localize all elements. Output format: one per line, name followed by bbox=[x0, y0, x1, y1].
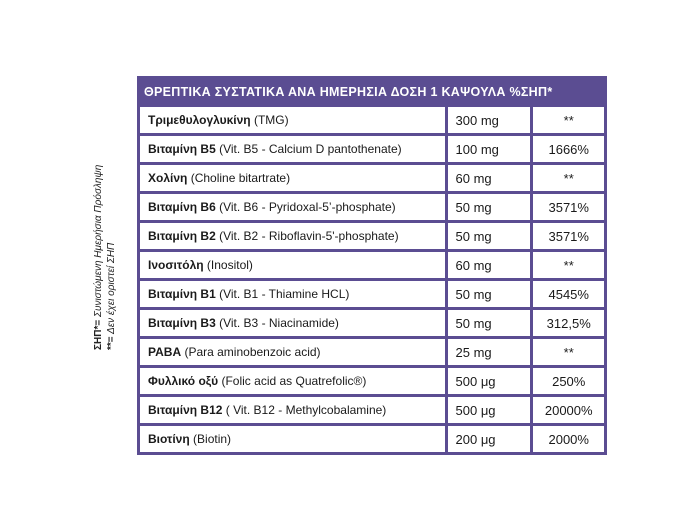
rda-percent-cell: 20000% bbox=[533, 397, 604, 423]
amount-cell: 60 mg bbox=[448, 165, 531, 191]
ingredient-cell bbox=[140, 194, 445, 220]
ingredient-detail: (Vit. B5 - Calcium D pantothenate) bbox=[215, 142, 402, 156]
ingredient-name: Φυλλικό οξύ bbox=[148, 374, 219, 388]
rda-percent-cell: 3571% bbox=[533, 223, 604, 249]
amount-cell: 300 mg bbox=[448, 107, 531, 133]
amount-cell: 60 mg bbox=[448, 252, 531, 278]
ingredient-name: Βιταμίνη Β2 bbox=[148, 229, 216, 243]
ingredient-cell bbox=[140, 223, 445, 249]
ingredient-detail: (TMG) bbox=[250, 113, 289, 127]
nutrition-table-panel bbox=[137, 76, 607, 455]
ingredient-cell bbox=[140, 107, 445, 133]
ingredient-cell bbox=[140, 426, 445, 452]
rda-percent-cell: 2000% bbox=[533, 426, 604, 452]
ingredient-detail: (Para aminobenzoic acid) bbox=[181, 345, 321, 359]
ingredient-cell bbox=[140, 165, 445, 191]
ingredient-detail: (Folic acid as Quatrefolic®) bbox=[218, 374, 367, 388]
ingredient-detail: (Vit. B6 - Pyridoxal-5’-phosphate) bbox=[215, 200, 396, 214]
ingredient-cell bbox=[140, 368, 445, 394]
rda-percent-cell: ** bbox=[533, 252, 604, 278]
rda-footnote bbox=[92, 150, 132, 350]
ingredient-name: Βιταμίνη Β1 bbox=[148, 287, 216, 301]
rda-percent-cell: ** bbox=[533, 165, 604, 191]
ingredient-cell bbox=[140, 252, 445, 278]
ingredient-detail: (Choline bitartrate) bbox=[187, 171, 291, 185]
table-row bbox=[140, 368, 604, 394]
ingredient-detail: (Inositol) bbox=[203, 258, 253, 272]
ingredient-detail: ( Vit. B12 - Methylcobalamine) bbox=[222, 403, 387, 417]
footnote-line-1: ΣΗΠ*= Συνιστώμενη Ημερήσια Πρόσληψη bbox=[93, 164, 104, 350]
rda-percent-cell: 250% bbox=[533, 368, 604, 394]
ingredient-detail: (Biotin) bbox=[189, 432, 232, 446]
rda-percent-cell: 1666% bbox=[533, 136, 604, 162]
table-row bbox=[140, 310, 604, 336]
rda-percent-cell: ** bbox=[533, 339, 604, 365]
table-header: ΘΡΕΠΤΙΚΑ ΣΥΣΤΑΤΙΚΑ ΑΝΑ ΗΜΕΡΗΣΙΑ ΔΟΣΗ 1 ΚΑΨΟΥΛΑ %ΣΗΠ* bbox=[144, 85, 553, 99]
table-row bbox=[140, 107, 604, 133]
ingredient-cell bbox=[140, 397, 445, 423]
ingredient-detail: (Vit. B1 - Thiamine HCL) bbox=[215, 287, 350, 301]
ingredient-cell bbox=[140, 281, 445, 307]
rda-percent-cell: 4545% bbox=[533, 281, 604, 307]
ingredient-name: Τριμεθυλογλυκίνη bbox=[148, 113, 251, 127]
amount-cell: 50 mg bbox=[448, 223, 531, 249]
footnote-line-2: **= Δεν έχει οριστεί ΣΗΠ bbox=[106, 242, 117, 350]
ingredient-cell bbox=[140, 310, 445, 336]
amount-cell: 25 mg bbox=[448, 339, 531, 365]
table-row bbox=[140, 223, 604, 249]
ingredient-name: Βιταμίνη Β6 bbox=[148, 200, 216, 214]
ingredient-name: Βιταμίνη Β12 bbox=[148, 403, 223, 417]
ingredient-name: Βιταμίνη Β3 bbox=[148, 316, 216, 330]
table-row bbox=[140, 426, 604, 452]
table-row bbox=[140, 165, 604, 191]
table-row bbox=[140, 194, 604, 220]
amount-cell: 500 μg bbox=[448, 397, 531, 423]
table-row bbox=[140, 281, 604, 307]
rda-percent-cell: 312,5% bbox=[533, 310, 604, 336]
ingredient-name: PABA bbox=[148, 345, 182, 359]
ingredient-cell bbox=[140, 136, 445, 162]
ingredient-name: Βιταμίνη Β5 bbox=[148, 142, 216, 156]
amount-cell: 200 μg bbox=[448, 426, 531, 452]
ingredient-cell bbox=[140, 339, 445, 365]
amount-cell: 50 mg bbox=[448, 194, 531, 220]
table-row bbox=[140, 136, 604, 162]
table-row bbox=[140, 397, 604, 423]
ingredient-name: Χολίνη bbox=[148, 171, 188, 185]
amount-cell: 500 μg bbox=[448, 368, 531, 394]
table-row bbox=[140, 339, 604, 365]
rda-percent-cell: ** bbox=[533, 107, 604, 133]
ingredient-name: Ινοσιτόλη bbox=[148, 258, 204, 272]
ingredient-name: Βιοτίνη bbox=[148, 432, 190, 446]
rda-percent-cell: 3571% bbox=[533, 194, 604, 220]
ingredient-detail: (Vit. B3 - Niacinamide) bbox=[215, 316, 339, 330]
amount-cell: 50 mg bbox=[448, 310, 531, 336]
table-row bbox=[140, 252, 604, 278]
amount-cell: 100 mg bbox=[448, 136, 531, 162]
ingredient-detail: (Vit. B2 - Riboflavin-5'-phosphate) bbox=[215, 229, 399, 243]
nutrition-table bbox=[137, 104, 607, 455]
amount-cell: 50 mg bbox=[448, 281, 531, 307]
